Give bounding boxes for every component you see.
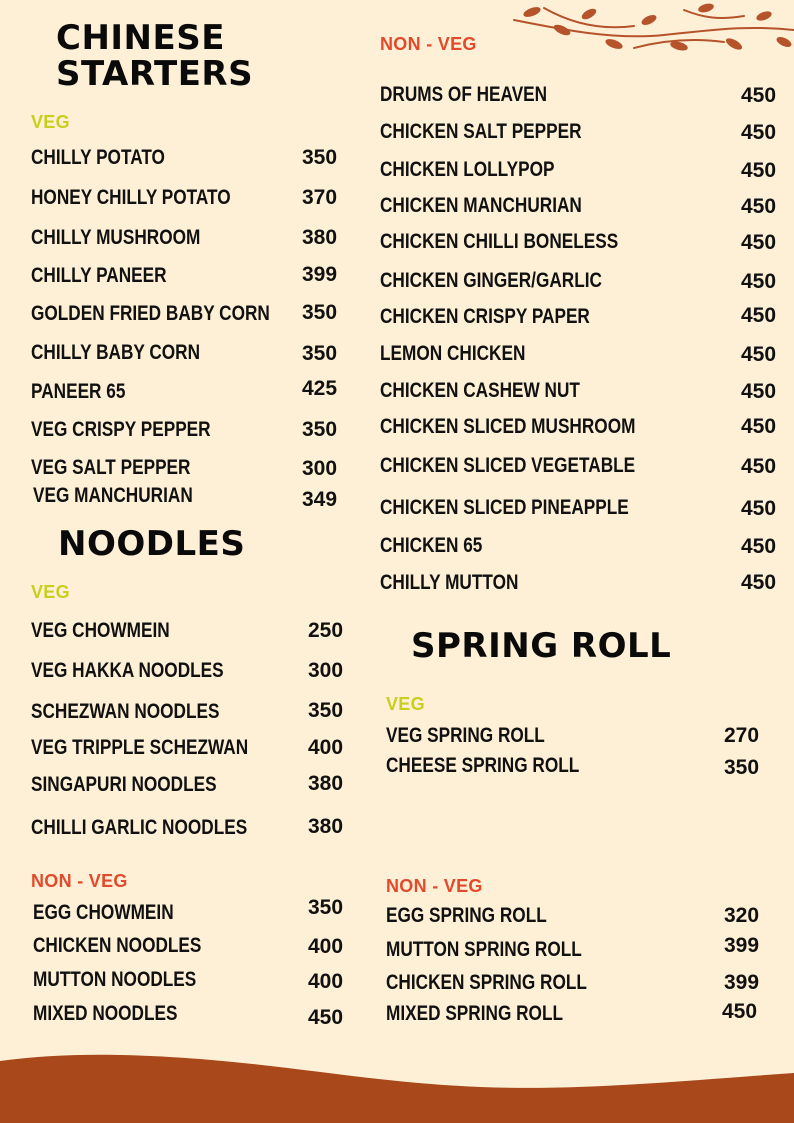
menu-item-name: MIXED SPRING ROLL [386,1002,564,1025]
menu-item-name: CHICKEN SPRING ROLL [386,971,587,994]
menu-item-name: MIXED NOODLES [33,1002,178,1025]
menu-item-price: 450 [741,270,777,293]
menu-item-price: 250 [308,619,344,642]
menu-item-price: 350 [302,418,338,441]
menu-item-price: 399 [302,263,338,286]
menu-item-name: GOLDEN FRIED BABY CORN [31,302,270,325]
menu-item-name: LEMON CHICKEN [380,342,526,365]
noodles-nonveg-label: NON - VEG [31,871,128,891]
menu-item-price: 350 [302,146,338,169]
menu-item-name: VEG CHOWMEIN [31,619,170,642]
menu-item-price: 450 [741,304,777,327]
menu-item-name: CHICKEN GINGER/GARLIC [380,269,602,292]
menu-item-price: 450 [741,380,777,403]
menu-item-name: CHICKEN SALT PEPPER [380,120,582,143]
menu-item-name: HONEY CHILLY POTATO [31,186,231,209]
menu-item-name: CHILLY MUTTON [380,571,519,594]
menu-item-name: SCHEZWAN NOODLES [31,700,220,723]
menu-item-price: 450 [741,343,777,366]
menu-item-price: 450 [741,571,777,594]
menu-item-name: CHILLY POTATO [31,146,165,169]
menu-item-name: CHICKEN CHILLI BONELESS [380,230,619,253]
noodles-veg-label: VEG [31,582,70,602]
menu-item-price: 349 [302,488,338,511]
menu-item-name: CHICKEN SLICED PINEAPPLE [380,496,629,519]
menu-item-name: CHILLY BABY CORN [31,341,201,364]
heading-spring-roll: SPRING ROLL [411,626,672,666]
menu-item-price: 300 [308,659,344,682]
spring-roll-nonveg-label: NON - VEG [386,876,483,896]
menu-item-name: DRUMS OF HEAVEN [380,83,548,106]
menu-item-price: 350 [724,756,760,779]
menu-item-name: VEG MANCHURIAN [33,484,193,507]
menu-item-price: 450 [741,159,777,182]
bottom-wave-decoration [0,1053,794,1123]
menu-item-price: 320 [724,904,760,927]
menu-item-name: EGG CHOWMEIN [33,901,174,924]
starters-nonveg-label: NON - VEG [380,34,477,54]
menu-item-name: EGG SPRING ROLL [386,904,547,927]
menu-item-name: VEG CRISPY PEPPER [31,418,211,441]
menu-item-price: 350 [308,699,344,722]
menu-item-name: CHICKEN SLICED VEGETABLE [380,454,636,477]
menu-item-price: 400 [308,935,344,958]
menu-item-name: CHICKEN NOODLES [33,934,202,957]
menu-item-price: 400 [308,736,344,759]
menu-item-name: CHICKEN 65 [380,534,483,557]
menu-item-price: 450 [722,1000,758,1023]
heading-chinese-starters-line2: STARTERS [56,54,254,94]
menu-item-price: 450 [741,121,777,144]
menu-item-name: SINGAPURI NOODLES [31,773,217,796]
menu-item-name: CHILLY PANEER [31,264,167,287]
menu-item-price: 450 [741,415,777,438]
menu-item-name: CHICKEN CRISPY PAPER [380,305,590,328]
spring-roll-veg-label: VEG [386,694,425,714]
menu-item-price: 380 [302,226,338,249]
menu-item-name: VEG SALT PEPPER [31,456,191,479]
menu-item-price: 450 [741,231,777,254]
menu-item-name: PANEER 65 [31,380,126,403]
menu-item-price: 450 [741,497,777,520]
menu-item-price: 450 [308,1006,344,1029]
menu-item-price: 399 [724,971,760,994]
floral-branch-decoration [484,0,794,60]
starters-veg-label: VEG [31,112,70,132]
menu-item-name: MUTTON NOODLES [33,968,197,991]
menu-item-name: CHICKEN SLICED MUSHROOM [380,415,636,438]
menu-item-name: CHICKEN MANCHURIAN [380,194,582,217]
menu-item-price: 400 [308,970,344,993]
menu-item-price: 380 [308,815,344,838]
menu-item-price: 350 [302,301,338,324]
menu-item-price: 350 [308,896,344,919]
menu-item-price: 425 [302,377,338,400]
menu-item-name: VEG TRIPPLE SCHEZWAN [31,736,249,759]
menu-item-name: CHICKEN CASHEW NUT [380,379,580,402]
heading-noodles: NOODLES [58,524,246,564]
menu-item-price: 450 [741,455,777,478]
menu-item-name: CHEESE SPRING ROLL [386,754,580,777]
menu-item-price: 450 [741,535,777,558]
menu-item-name: CHICKEN LOLLYPOP [380,158,555,181]
heading-chinese-starters-line1: CHINESE [56,18,225,58]
menu-item-price: 270 [724,724,760,747]
menu-item-price: 450 [741,84,777,107]
menu-item-name: CHILLY MUSHROOM [31,226,201,249]
menu-item-name: VEG HAKKA NOODLES [31,659,224,682]
menu-item-price: 450 [741,195,777,218]
menu-item-price: 380 [308,772,344,795]
menu-item-price: 300 [302,457,338,480]
menu-item-name: VEG SPRING ROLL [386,724,545,747]
menu-item-price: 350 [302,342,338,365]
menu-item-name: MUTTON SPRING ROLL [386,938,582,961]
menu-item-name: CHILLI GARLIC NOODLES [31,816,248,839]
menu-item-price: 370 [302,186,338,209]
menu-item-price: 399 [724,934,760,957]
